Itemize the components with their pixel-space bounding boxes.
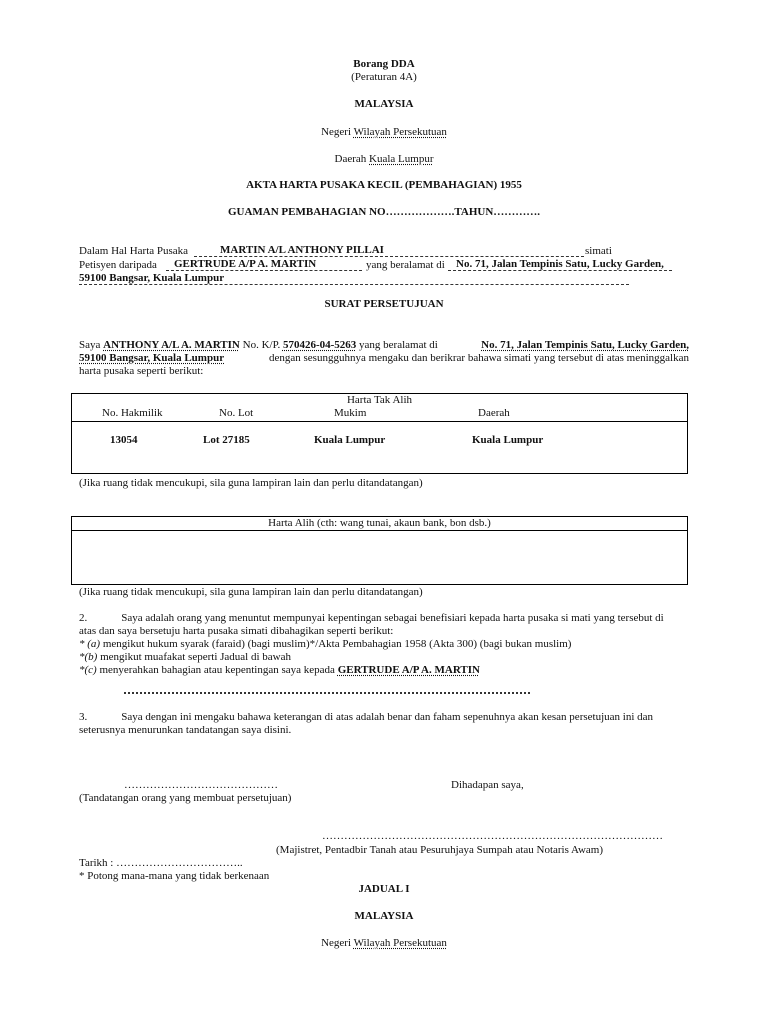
date-dots: …………………………….. xyxy=(116,857,243,869)
district-line xyxy=(0,153,768,165)
option-c-text: menyerahkan bahagian atau kepentingan saya kepada xyxy=(99,664,335,676)
kp-label: No. K/P. xyxy=(242,339,281,351)
movable-note: (Jika ruang tidak mencukupi, sila guna lampiran lain dan perlu ditandatangan) xyxy=(79,586,423,598)
schedule-state-label: Negeri xyxy=(321,937,352,949)
consent-address-line2: 59100 Bangsar, Kuala Lumpur xyxy=(79,352,225,364)
cell-district: Kuala Lumpur xyxy=(472,434,544,446)
official-signature-line: ………………………………………………………………………………… xyxy=(322,830,663,842)
section-3 xyxy=(79,711,689,737)
district-label: Daerah xyxy=(334,153,367,165)
option-c-name: GERTRUDE A/P A. MARTIN xyxy=(337,664,480,676)
option-b-text: mengikut muafakat seperti Jadual di bawah xyxy=(100,651,291,663)
schedule-title: JADUAL I xyxy=(358,883,410,895)
option-c xyxy=(79,664,689,677)
consent-title: SURAT PERSETUJUAN xyxy=(324,298,444,310)
date-label: Tarikh : xyxy=(79,857,114,869)
section-2-line1: Saya adalah orang yang menuntut mempunyai kepentingan sebagai benefisiari kepada harta pusaka si mati yang tersebut di xyxy=(121,612,664,624)
immovable-title: Harta Tak Alih xyxy=(346,394,412,406)
state-line xyxy=(0,126,768,138)
deceased-suffix: simati xyxy=(585,245,612,257)
consent-address-label: yang beralamat di xyxy=(359,339,438,351)
deceased-fill-line xyxy=(194,256,584,257)
petitioner-address-fill2 xyxy=(79,284,629,285)
regulation-ref: (Peraturan 4A) xyxy=(351,71,417,83)
petitioner-fill-line xyxy=(166,270,362,271)
col-district: Daerah xyxy=(478,407,510,419)
immovable-note: (Jika ruang tidak mencukupi, sila guna lampiran lain dan perlu ditandatangan) xyxy=(79,477,423,489)
petitioner-label: Petisyen daripada xyxy=(79,259,157,271)
option-b-mark: *(b) xyxy=(79,651,98,663)
petitioner-address-line1: No. 71, Jalan Tempinis Satu, Lucky Garden, xyxy=(456,258,664,270)
section-3-number: 3. xyxy=(79,711,88,723)
section-3-line1: Saya dengan ini mengaku bahawa keterangan di atas adalah benar dan faham sepenuhnya akan kesan persetujuan ini dan xyxy=(121,711,654,723)
deceased-name: MARTIN A/L ANTHONY PILLAI xyxy=(220,244,384,256)
consent-address-line1: No. 71, Jalan Tempinis Satu, Lucky Garden, xyxy=(481,339,689,351)
kp-value: 570426-04-5263 xyxy=(282,339,357,351)
immovable-property-box xyxy=(71,393,688,474)
section-2 xyxy=(79,612,689,677)
case-number-line: GUAMAN PEMBAHAGIAN NO……………….TAHUN…………. xyxy=(227,206,541,218)
col-title-number: No. Hakmilik xyxy=(102,407,163,419)
official-caption: (Majistret, Pentadbir Tanah atau Pesuruhjaya Sumpah atau Notaris Awam) xyxy=(276,844,604,856)
schedule-state-line xyxy=(0,937,768,949)
col-mukim: Mukim xyxy=(334,407,367,419)
schedule-state-value: Wilayah Persekutuan xyxy=(353,937,447,949)
country-heading: MALAYSIA xyxy=(354,98,414,110)
signer-caption: (Tandatangan orang yang membuat persetujuan) xyxy=(79,792,292,804)
option-c-mark: *(c) xyxy=(79,664,97,676)
cell-title-number: 13054 xyxy=(110,434,138,446)
date-line xyxy=(79,857,243,869)
immovable-header-row xyxy=(72,407,687,422)
movable-title: Harta Alih (cth: wang tunai, akaun bank, bon dsb.) xyxy=(72,517,687,531)
petitioner-address-line2: 59100 Bangsar, Kuala Lumpur xyxy=(79,272,225,284)
option-a-mark: * (a) xyxy=(79,638,101,650)
witness-label: Dihadapan saya, xyxy=(451,779,524,791)
state-value: Wilayah Persekutuan xyxy=(353,126,447,138)
declaration-rest: dengan sesungguhnya mengaku dan berikrar bahawa simati yang tersebut di atas meninggalkan xyxy=(268,352,689,364)
option-b xyxy=(79,651,689,664)
footnote: * Potong mana-mana yang tidak berkenaan xyxy=(79,870,270,882)
col-lot-number: No. Lot xyxy=(219,407,254,419)
option-a-text: mengikut hukum syarak (faraid) (bagi muslim)*/Akta Pembahagian 1958 (Akta 300) (bagi bukan muslim) xyxy=(102,638,572,650)
cell-mukim: Kuala Lumpur xyxy=(314,434,386,446)
option-a xyxy=(79,638,689,651)
cell-lot-number: Lot 27185 xyxy=(203,434,250,446)
saya-word: Saya xyxy=(79,339,101,351)
signer-signature-line: …………………………………… xyxy=(124,779,278,791)
petitioner-name: GERTRUDE A/P A. MARTIN xyxy=(174,258,317,270)
state-label: Negeri xyxy=(321,126,352,138)
movable-property-box xyxy=(71,516,688,585)
section-2-number: 2. xyxy=(79,612,88,624)
consent-declaration xyxy=(79,339,689,378)
declaration-line3: harta pusaka seperti berikut: xyxy=(79,365,204,377)
section-3-line2: seterusnya menurunkan tandatangan saya disini. xyxy=(79,724,292,736)
option-c-fill-line xyxy=(124,692,530,694)
estate-label: Dalam Hal Harta Pusaka xyxy=(79,245,189,257)
schedule-country: MALAYSIA xyxy=(354,910,414,922)
petitioner-address-label: yang beralamat di xyxy=(366,259,445,271)
section-2-line2: atas dan saya bersetuju harta pusaka simati dibahagikan seperti berikut: xyxy=(79,625,394,637)
declarant-name: ANTHONY A/L A. MARTIN xyxy=(103,339,240,351)
act-title: AKTA HARTA PUSAKA KECIL (PEMBAHAGIAN) 1955 xyxy=(246,179,522,191)
table-row xyxy=(72,422,687,446)
form-name: Borang DDA xyxy=(353,58,415,70)
petitioner-address-fill1 xyxy=(448,270,672,271)
district-value: Kuala Lumpur xyxy=(369,153,434,165)
